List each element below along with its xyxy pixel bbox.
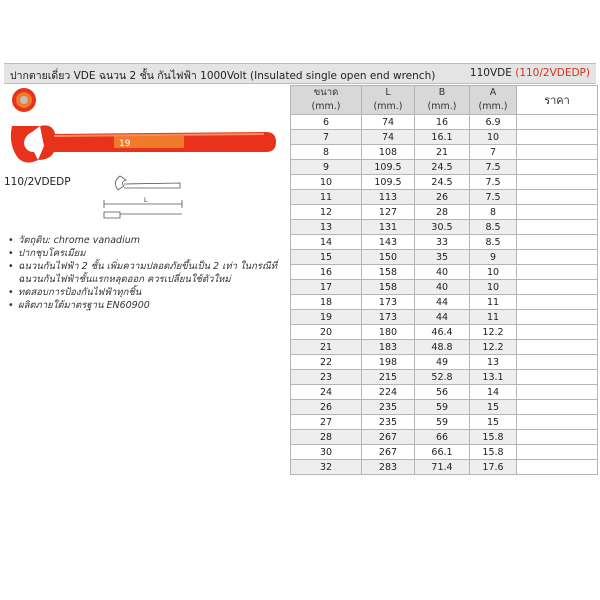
table-row bbox=[291, 250, 598, 265]
cell-thickness: 7.5 bbox=[470, 175, 517, 190]
cell-size: 24 bbox=[291, 385, 362, 400]
cell-length: 235 bbox=[362, 400, 415, 415]
cell-length: 127 bbox=[362, 205, 415, 220]
cell-length: 143 bbox=[362, 235, 415, 250]
table-row bbox=[291, 310, 598, 325]
cell-width: 24.5 bbox=[415, 160, 470, 175]
cell-thickness: 11 bbox=[470, 310, 517, 325]
table-row bbox=[291, 175, 598, 190]
feature-item: • ฉนวนกันไฟฟ้า 2 ชั้น เพิ่มความปลอดภัยขึ้นเป็น 2 เท่า ในกรณีที่ ฉนวนกันไฟฟ้าชั้นแรกหลุดออก ควรเปลี่ยนใช้ตัวใหม่ bbox=[8, 260, 280, 286]
cell-size: 10 bbox=[291, 175, 362, 190]
cell-width: 44 bbox=[415, 310, 470, 325]
cell-width: 56 bbox=[415, 385, 470, 400]
cell-price bbox=[517, 430, 598, 445]
cell-size: 13 bbox=[291, 220, 362, 235]
cell-price bbox=[517, 325, 598, 340]
wrench-icon bbox=[11, 125, 276, 162]
cell-thickness: 15.8 bbox=[470, 445, 517, 460]
feature-item: • วัตถุดิบ: chrome vanadium bbox=[8, 234, 280, 247]
table-row bbox=[291, 160, 598, 175]
cell-thickness: 10 bbox=[470, 130, 517, 145]
cell-thickness: 7.5 bbox=[470, 160, 517, 175]
table-row bbox=[291, 325, 598, 340]
cell-length: 109.5 bbox=[362, 175, 415, 190]
cell-width: 40 bbox=[415, 265, 470, 280]
cell-length: 173 bbox=[362, 295, 415, 310]
cell-thickness: 11 bbox=[470, 295, 517, 310]
cell-size: 18 bbox=[291, 295, 362, 310]
cell-price bbox=[517, 235, 598, 250]
cell-length: 267 bbox=[362, 445, 415, 460]
cell-width: 21 bbox=[415, 145, 470, 160]
cell-price bbox=[517, 370, 598, 385]
cell-thickness: 17.6 bbox=[470, 460, 517, 475]
cell-width: 59 bbox=[415, 415, 470, 430]
cell-length: 158 bbox=[362, 265, 415, 280]
cell-price bbox=[517, 340, 598, 355]
cell-thickness: 12.2 bbox=[470, 325, 517, 340]
cell-thickness: 7.5 bbox=[470, 190, 517, 205]
cell-size: 16 bbox=[291, 265, 362, 280]
cell-length: 283 bbox=[362, 460, 415, 475]
cell-price bbox=[517, 175, 598, 190]
cell-price bbox=[517, 205, 598, 220]
column-header-length: L (mm.) bbox=[362, 86, 415, 115]
feature-item: • ปากชุบโครเมียม bbox=[8, 247, 280, 260]
cell-width: 71.4 bbox=[415, 460, 470, 475]
cell-size: 32 bbox=[291, 460, 362, 475]
cell-width: 16.1 bbox=[415, 130, 470, 145]
cell-thickness: 15.8 bbox=[470, 430, 517, 445]
table-row bbox=[291, 280, 598, 295]
feature-item: • ผลิตภายใต้มาตรฐาน EN60900 bbox=[8, 299, 280, 312]
table-row bbox=[291, 415, 598, 430]
cell-size: 6 bbox=[291, 115, 362, 130]
cell-price bbox=[517, 385, 598, 400]
cell-size: 21 bbox=[291, 340, 362, 355]
table-row bbox=[291, 190, 598, 205]
table-row bbox=[291, 235, 598, 250]
cell-thickness: 14 bbox=[470, 385, 517, 400]
cell-length: 224 bbox=[362, 385, 415, 400]
page-title: ปากตายเดี่ยว VDE ฉนวน 2 ชั้น กันไฟฟ้า 1000Volt (Insulated single open end wrench) bbox=[10, 70, 436, 82]
cell-size: 19 bbox=[291, 310, 362, 325]
table-row bbox=[291, 115, 598, 130]
cell-width: 35 bbox=[415, 250, 470, 265]
cell-width: 16 bbox=[415, 115, 470, 130]
cell-width: 28 bbox=[415, 205, 470, 220]
table-row bbox=[291, 220, 598, 235]
cell-size: 12 bbox=[291, 205, 362, 220]
cell-size: 23 bbox=[291, 370, 362, 385]
cell-size: 9 bbox=[291, 160, 362, 175]
column-header-thickness: A (mm.) bbox=[470, 86, 517, 115]
cell-thickness: 15 bbox=[470, 415, 517, 430]
cell-length: 173 bbox=[362, 310, 415, 325]
cell-width: 44 bbox=[415, 295, 470, 310]
cell-thickness: 12.2 bbox=[470, 340, 517, 355]
model-code bbox=[470, 67, 590, 79]
cell-price bbox=[517, 355, 598, 370]
cell-length: 198 bbox=[362, 355, 415, 370]
cell-price bbox=[517, 415, 598, 430]
cell-width: 26 bbox=[415, 190, 470, 205]
cell-length: 158 bbox=[362, 280, 415, 295]
cell-length: 180 bbox=[362, 325, 415, 340]
table-row bbox=[291, 355, 598, 370]
cell-price bbox=[517, 400, 598, 415]
cell-length: 183 bbox=[362, 340, 415, 355]
cell-size: 30 bbox=[291, 445, 362, 460]
cell-size: 22 bbox=[291, 355, 362, 370]
table-row bbox=[291, 385, 598, 400]
table-row bbox=[291, 145, 598, 160]
cell-width: 40 bbox=[415, 280, 470, 295]
wrench-image bbox=[4, 86, 286, 182]
cell-thickness: 15 bbox=[470, 400, 517, 415]
cross-section-icon bbox=[12, 88, 36, 112]
cell-length: 113 bbox=[362, 190, 415, 205]
cell-width: 48.8 bbox=[415, 340, 470, 355]
cell-price bbox=[517, 310, 598, 325]
cell-thickness: 6.9 bbox=[470, 115, 517, 130]
cell-length: 215 bbox=[362, 370, 415, 385]
cell-width: 66 bbox=[415, 430, 470, 445]
cell-width: 46.4 bbox=[415, 325, 470, 340]
cell-length: 131 bbox=[362, 220, 415, 235]
cell-size: 28 bbox=[291, 430, 362, 445]
cell-price bbox=[517, 220, 598, 235]
cell-length: 74 bbox=[362, 130, 415, 145]
column-header-width: B (mm.) bbox=[415, 86, 470, 115]
table-row bbox=[291, 460, 598, 475]
cell-width: 24.5 bbox=[415, 175, 470, 190]
cell-price bbox=[517, 145, 598, 160]
cell-size: 8 bbox=[291, 145, 362, 160]
spec-table bbox=[290, 85, 598, 475]
cell-price bbox=[517, 280, 598, 295]
cell-width: 33 bbox=[415, 235, 470, 250]
cell-length: 235 bbox=[362, 415, 415, 430]
cell-size: 7 bbox=[291, 130, 362, 145]
table-row bbox=[291, 130, 598, 145]
dimension-drawing bbox=[98, 172, 188, 222]
cell-price bbox=[517, 160, 598, 175]
cell-price bbox=[517, 130, 598, 145]
drawing-dimension-label: L bbox=[144, 197, 148, 204]
cell-size: 20 bbox=[291, 325, 362, 340]
cell-thickness: 8.5 bbox=[470, 220, 517, 235]
cell-thickness: 10 bbox=[470, 280, 517, 295]
cell-price bbox=[517, 115, 598, 130]
table-header-row bbox=[291, 86, 598, 115]
cell-length: 267 bbox=[362, 430, 415, 445]
cell-thickness: 10 bbox=[470, 265, 517, 280]
table-row bbox=[291, 340, 598, 355]
table-row bbox=[291, 445, 598, 460]
cell-size: 17 bbox=[291, 280, 362, 295]
cell-length: 108 bbox=[362, 145, 415, 160]
cell-thickness: 9 bbox=[470, 250, 517, 265]
wrench-size-label: 19 bbox=[119, 139, 131, 149]
cell-price bbox=[517, 295, 598, 310]
cell-thickness: 13.1 bbox=[470, 370, 517, 385]
column-header-size: ขนาด (mm.) bbox=[291, 86, 362, 115]
table-row bbox=[291, 205, 598, 220]
cell-price bbox=[517, 250, 598, 265]
model-alt: (110/2VDEDP) bbox=[515, 67, 590, 79]
cell-price bbox=[517, 460, 598, 475]
cell-width: 66.1 bbox=[415, 445, 470, 460]
model-main: 110VDE bbox=[469, 67, 512, 79]
cell-thickness: 8.5 bbox=[470, 235, 517, 250]
cell-size: 14 bbox=[291, 235, 362, 250]
feature-item: • ทดสอบการป้องกันไฟฟ้าทุกชิ้น bbox=[8, 286, 280, 299]
table-row bbox=[291, 430, 598, 445]
cell-length: 74 bbox=[362, 115, 415, 130]
table-row bbox=[291, 400, 598, 415]
cell-price bbox=[517, 190, 598, 205]
header-bar bbox=[4, 63, 596, 84]
table-row bbox=[291, 265, 598, 280]
cell-length: 150 bbox=[362, 250, 415, 265]
table-row bbox=[291, 295, 598, 310]
product-code: 110/2VDEDP bbox=[4, 176, 71, 188]
feature-list bbox=[8, 234, 280, 312]
cell-length: 109.5 bbox=[362, 160, 415, 175]
cell-price bbox=[517, 265, 598, 280]
cell-size: 15 bbox=[291, 250, 362, 265]
cell-price bbox=[517, 445, 598, 460]
table-row bbox=[291, 370, 598, 385]
cell-width: 30.5 bbox=[415, 220, 470, 235]
cell-thickness: 7 bbox=[470, 145, 517, 160]
cell-thickness: 8 bbox=[470, 205, 517, 220]
cell-width: 52.8 bbox=[415, 370, 470, 385]
cell-size: 26 bbox=[291, 400, 362, 415]
column-header-price: ราคา bbox=[517, 86, 598, 115]
cell-thickness: 13 bbox=[470, 355, 517, 370]
cell-width: 59 bbox=[415, 400, 470, 415]
cell-width: 49 bbox=[415, 355, 470, 370]
cell-size: 11 bbox=[291, 190, 362, 205]
cell-size: 27 bbox=[291, 415, 362, 430]
